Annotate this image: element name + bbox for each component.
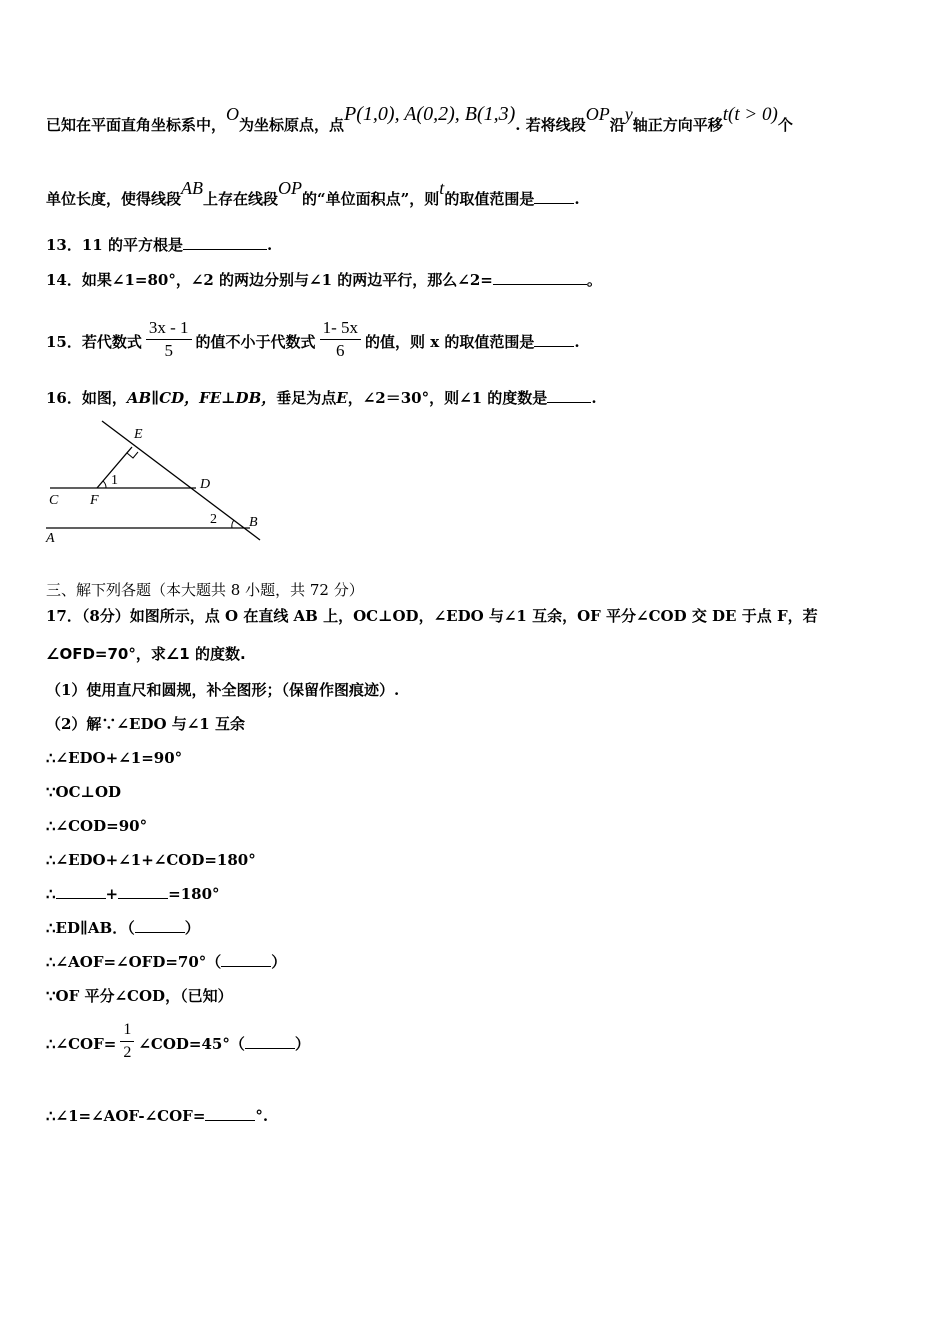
math-t-condition: t(t > 0) (722, 104, 778, 125)
answer-blank[interactable] (245, 1034, 295, 1049)
q12-text: 轴正方向平移 (632, 116, 723, 134)
answer-blank[interactable] (547, 388, 591, 403)
fraction-denominator: 2 (123, 1043, 132, 1061)
step-text: ∴∠COF= (46, 1035, 117, 1053)
step-text: ） (294, 1035, 310, 1053)
fraction-2 (320, 317, 361, 362)
q17-step5: ∴∠COD=90° (46, 817, 148, 835)
step-text: =180° (168, 885, 220, 903)
q16-text: . (591, 389, 597, 407)
answer-blank[interactable] (56, 884, 106, 899)
math-OP: OP (278, 178, 303, 198)
q14 (46, 270, 602, 290)
answer-blank[interactable] (118, 884, 168, 899)
q17-step3: ∴∠EDO+∠1=90° (46, 749, 183, 767)
q12-line2 (46, 178, 580, 209)
step-text: + (105, 885, 119, 903)
q13 (46, 235, 272, 255)
fraction-half (120, 1019, 134, 1064)
angle-1-arc (103, 481, 106, 488)
q12-text: . (574, 190, 580, 208)
geometry-figure (40, 416, 270, 548)
q12-text: 已知在平面直角坐标系中， (46, 116, 227, 134)
answer-blank[interactable] (534, 189, 574, 204)
q13-text: 13．11 的平方根是 (46, 236, 183, 254)
label-D: D (200, 477, 211, 492)
q13-text: . (266, 236, 273, 254)
q15-text: 的值不小于代数式 (195, 333, 316, 351)
q17-step8 (46, 918, 200, 938)
q17-step7 (46, 884, 220, 904)
q16-text: E (336, 389, 348, 407)
q17-step10: ∵OF 平分∠COD，（已知） (46, 987, 233, 1005)
step-text: ） (184, 919, 200, 937)
math-OP: OP (585, 104, 610, 124)
q14-text: 。 (586, 271, 602, 289)
q17-step12 (46, 1106, 268, 1126)
q12-text: 沿 (609, 116, 625, 134)
label-angle-1: 1 (111, 473, 118, 488)
q15-text: . (574, 333, 580, 351)
q16 (46, 388, 597, 408)
math-AB: AB (181, 178, 204, 198)
q16-text: 垂足为点 (276, 389, 337, 407)
q17-step9 (46, 952, 286, 972)
answer-blank[interactable] (493, 270, 587, 285)
step-text: ） (271, 953, 287, 971)
q17-step6: ∴∠EDO+∠1+∠COD=180° (46, 851, 256, 869)
label-angle-2: 2 (210, 512, 217, 527)
q12-text: 的“单位面积点”，则 (302, 190, 440, 208)
line-DB (102, 421, 260, 540)
math-points: P(1,0), A(0,2), B(1,3) (344, 103, 516, 125)
step-text: ∴ED∥AB．（ (46, 919, 135, 937)
math-y: y (624, 104, 633, 124)
answer-blank[interactable] (221, 952, 271, 967)
step-text: ∠COD=45°（ (138, 1035, 245, 1053)
fraction-numerator: 1 (120, 1019, 134, 1042)
q16-text: AB∥CD，FE⊥DB， (126, 389, 277, 407)
step-text: ∴∠AOF=∠OFD=70°（ (46, 953, 222, 971)
q16-text: ，∠2＝30°，则∠1 的度数是 (347, 389, 548, 407)
q12-text: 的取值范围是 (444, 190, 535, 208)
q15 (46, 317, 580, 366)
q17-step1: （1）使用直尺和圆规，补全图形；（保留作图痕迹）. (46, 681, 400, 699)
right-angle-mark (127, 452, 138, 458)
math-t: t (439, 178, 445, 198)
angle-2-arc (232, 520, 234, 528)
q14-text: 14．如果∠1=80°，∠2 的两边分别与∠1 的两边平行，那么∠2= (46, 271, 493, 289)
math-O: O (226, 104, 240, 124)
fraction-1 (146, 317, 192, 362)
q15-text: 的值，则 x 的取值范围是 (364, 333, 535, 351)
fraction-numerator: 1- 5x (320, 317, 361, 340)
q17-line2: ∠OFD=70°，求∠1 的度数. (46, 645, 246, 663)
label-F: F (90, 493, 99, 508)
step-text: ∴ (46, 885, 56, 903)
q17-step4: ∵OC⊥OD (46, 783, 122, 801)
q12-text: 上存在线段 (203, 190, 279, 208)
step-text: °. (255, 1107, 269, 1125)
q12-text: 个 (777, 116, 793, 134)
q16-text: 16．如图， (46, 389, 127, 407)
q12-text: 为坐标原点，点 (239, 116, 345, 134)
q12-text: . 若将线段 (515, 116, 586, 134)
fraction-numerator: 3x - 1 (146, 317, 192, 340)
label-B: B (249, 515, 258, 530)
q12-text: 单位长度，使得线段 (46, 190, 182, 208)
q12-line1 (46, 103, 793, 135)
answer-blank[interactable] (205, 1106, 255, 1121)
fraction-denominator: 5 (164, 340, 173, 360)
q15-text: 15．若代数式 (46, 333, 142, 351)
answer-blank[interactable] (135, 918, 185, 933)
q17-step11 (46, 1022, 310, 1068)
fraction-denominator: 6 (336, 340, 345, 360)
section-3-title: 三、解下列各题（本大题共 8 小题，共 72 分） (46, 581, 364, 599)
label-C: C (49, 493, 59, 508)
q17-line1: 17．（8分）如图所示，点 O 在直线 AB 上，OC⊥OD，∠EDO 与∠1 互余，OF 平分∠COD 交 DE 于点 F，若 (46, 607, 818, 625)
label-E: E (134, 427, 143, 442)
answer-blank[interactable] (183, 235, 267, 250)
label-A: A (46, 531, 55, 546)
q17-step2: （2）解∵∠EDO 与∠1 互余 (46, 715, 245, 733)
answer-blank[interactable] (534, 332, 574, 347)
step-text: ∴∠1=∠AOF-∠COF= (46, 1107, 206, 1125)
